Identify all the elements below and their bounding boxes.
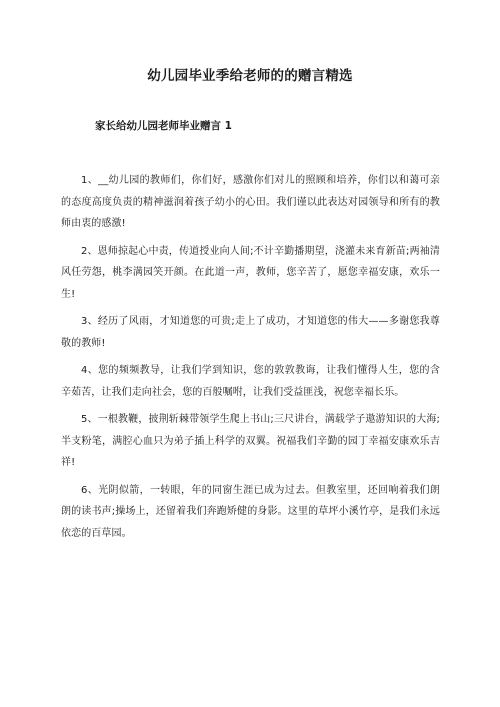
section-heading: 家长给幼儿园老师毕业赠言 1 [95, 120, 232, 132]
document-title: 幼儿园毕业季给老师的的赠言精选 [147, 68, 353, 84]
paragraph-1: 1、__幼儿园的教师们，你们好，感激你们对儿的照顾和培养，你们以和蔼可亲的态度高度负责的精神滋润着孩子幼小的心田。我们谨以此表达对园领导和所有的教师由衷的感激! [61, 175, 440, 229]
paragraph-4: 4、您的频频教导，让我们学到知识，您的敦敦教诲，让我们懂得人生，您的含辛茹苦，让我们走向社会，您的百般嘱咐，让我们受益匪浅，祝您幸福长乐。 [61, 365, 440, 398]
paragraph-6: 6、光阴似箭，一转眼，年的同窗生涯已成为过去。但教室里，还回响着我们朗朗的读书声;操场上，还留着我们奔跑矫健的身影。这里的草坪小溪竹亭，是我们永远依恋的百草园。 [61, 484, 440, 539]
paragraph-2: 2、恩师掠起心中责，传道授业向人间;不计辛勤播期望，浇灌未来育新苗;两袖清风任劳怨，桃李满园笑开颜。在此道一声，教师，您辛苦了，愿您幸福安康，欢乐一生! [61, 245, 440, 300]
paragraph-5: 5、一根教鞭，披荆斩棘带领学生爬上书山;三尺讲台，满载学子遨游知识的大海;半支粉笔，满腔心血只为弟子插上科学的双翼。祝福我们辛勤的园丁幸福安康欢乐吉祥! [61, 414, 440, 468]
document-body [61, 170, 440, 550]
paragraph-3: 3、经历了风雨，才知道您的可贵;走上了成功，才知道您的伟大——多谢您我尊敬的教师! [61, 316, 440, 349]
